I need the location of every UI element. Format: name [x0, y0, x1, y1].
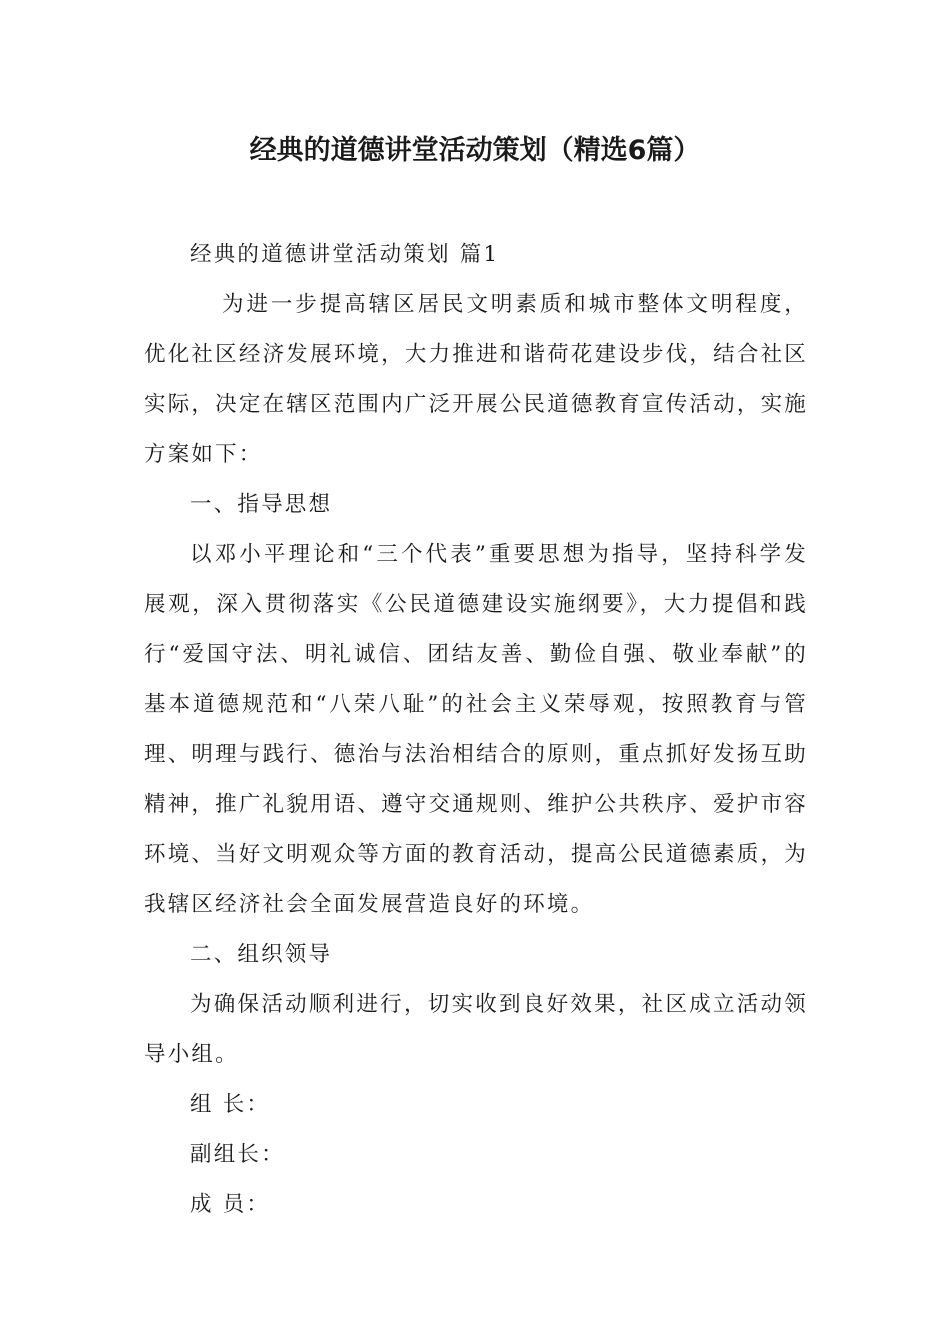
organization-paragraph: 为确保活动顺利进行，切实收到良好效果，社区成立活动领导小组。 — [144, 992, 808, 1067]
vice-leader-line: 副组长： — [190, 1142, 285, 1167]
heading-organization: 二、组织领导 — [190, 942, 333, 967]
document-title: 经典的道德讲堂活动策划（精选6篇） — [249, 135, 701, 166]
section-heading: 经典的道德讲堂活动策划 篇1 — [190, 242, 500, 267]
members-line: 成 员： — [190, 1192, 271, 1217]
guiding-thought-paragraph: 以邓小平理论和“三个代表”重要思想为指导，坚持科学发展观，深入贯彻落实《公民道德建设实施纲要》，大力提倡和践行“爱国守法、明礼诚信、团结友善、勤俭自强、敬业奉献”的基本道德规范和“八荣八耻”的社会主义荣辱观，按照教育与管理、明理与践行、德治与法治相结合的原则，重点抓好发扬互助精神，推广礼貌用语、遵守交通规则、维护公共秩序、爱护市容环境、当好文明观众等方面的教育活动，提高公民道德素质，为我辖区经济社会全面发展营造良好的环境。 — [144, 542, 808, 917]
leader-line: 组 长： — [190, 1092, 271, 1117]
intro-paragraph: 为进一步提高辖区居民文明素质和城市整体文明程度，优化社区经济发展环境，大力推进和谐荷花建设步伐，结合社区实际，决定在辖区范围内广泛开展公民道德教育宣传活动，实施方案如下： — [144, 292, 808, 467]
heading-guiding-thought: 一、指导思想 — [190, 492, 333, 517]
document-body — [144, 230, 808, 1230]
